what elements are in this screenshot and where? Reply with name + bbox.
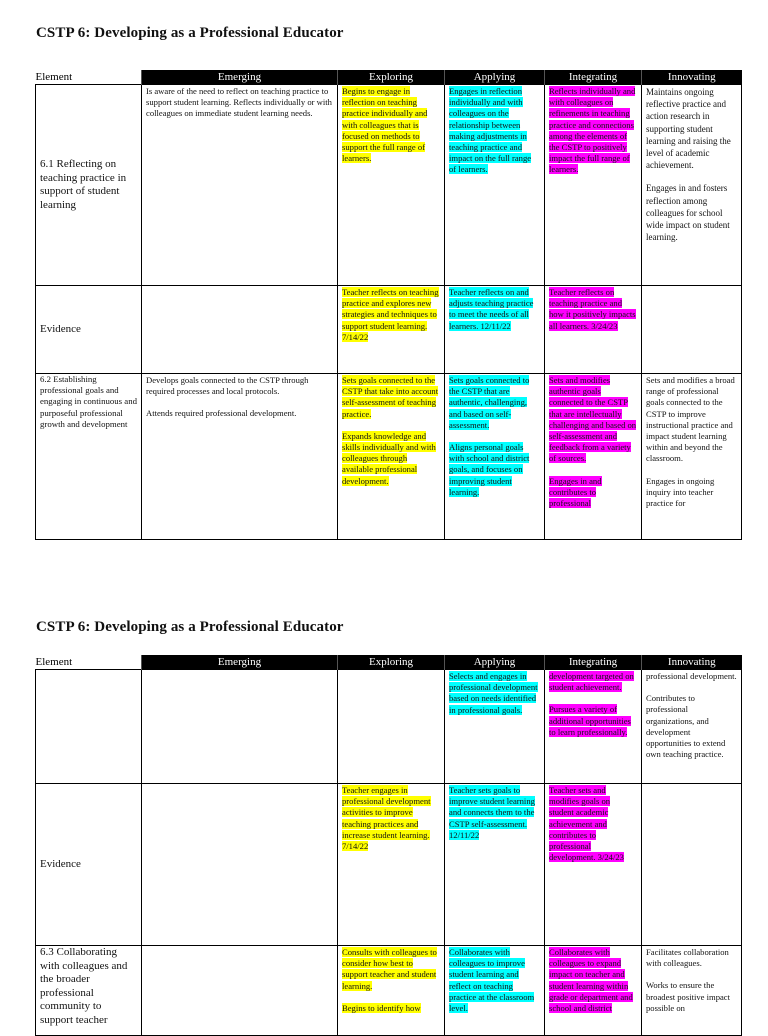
element-label: 6.1 Reflecting on teaching practice in support of student learning xyxy=(40,158,127,211)
integrating-cell xyxy=(545,946,642,1036)
header-applying: Applying xyxy=(445,655,545,670)
innovating-cell xyxy=(642,670,742,784)
element-label: 6.2 Establishing professional goals and engaging in continuous and purposeful professional growth and development xyxy=(40,374,137,429)
applying-cell xyxy=(445,286,545,374)
header-element: Element xyxy=(36,655,142,670)
emerging-cell xyxy=(142,946,338,1036)
integrating-cell xyxy=(545,374,642,540)
highlighted-text: Sets and modifies authentic goals connected to the CSTP that are intellectually challenging and based on self-assessment and feedback from a variety of sources. xyxy=(549,375,637,464)
element-6-3-cell xyxy=(36,946,142,1036)
emerging-cell xyxy=(142,784,338,946)
highlighted-text: Begins to identify how xyxy=(342,1002,421,1013)
exploring-cell xyxy=(338,286,445,374)
innovating-cell xyxy=(642,374,742,540)
page-title: CSTP 6: Developing as a Professional Educator xyxy=(36,25,344,41)
header-emerging: Emerging xyxy=(142,70,338,85)
emerging-cell xyxy=(142,670,338,784)
header-innovating: Innovating xyxy=(642,655,742,670)
cell-text: Sets and modifies a broad range of professional goals connected to the CSTP to improve instructional practice and impact student learning within and beyond the classroom. xyxy=(646,375,735,464)
highlighted-text: development targeted on student achievement. xyxy=(549,671,634,693)
table-row xyxy=(36,85,742,286)
rubric-table-1 xyxy=(35,70,742,540)
cell-text: Engages in ongoing inquiry into teacher practice for xyxy=(646,475,715,509)
header-exploring: Exploring xyxy=(338,70,445,85)
cell-text: Works to ensure the broadest positive impact possible on xyxy=(646,980,731,1013)
applying-cell xyxy=(445,85,545,286)
applying-cell xyxy=(445,374,545,540)
highlighted-text: Teacher sets goals to improve student learning and connects them to the CSTP self-assessment. 12/11/22 xyxy=(449,785,535,840)
cell-text: Develops goals connected to the CSTP through required processes and local protocols. xyxy=(146,375,309,397)
highlighted-text: Teacher sets and modifies goals on student academic achievement and contributes to professional development. 3/24/23 xyxy=(549,785,624,863)
integrating-cell xyxy=(545,784,642,946)
highlighted-text: Engages in and contributes to professional xyxy=(549,475,602,509)
header-exploring: Exploring xyxy=(338,655,445,670)
exploring-cell xyxy=(338,784,445,946)
table-row xyxy=(36,946,742,1036)
exploring-cell xyxy=(338,670,445,784)
integrating-cell xyxy=(545,286,642,374)
cell-text: Attends required professional development. xyxy=(146,408,297,419)
header-innovating: Innovating xyxy=(642,70,742,85)
element-label: Evidence xyxy=(40,857,81,870)
applying-cell xyxy=(445,946,545,1036)
element-label: Evidence xyxy=(40,322,81,335)
cell-text: professional development. xyxy=(646,671,737,681)
table-row xyxy=(36,286,742,374)
exploring-cell xyxy=(338,946,445,1036)
table-row xyxy=(36,670,742,784)
header-integrating: Integrating xyxy=(545,655,642,670)
highlighted-text: Aligns personal goals with school and district goals, and focuses on improving student learning. xyxy=(449,442,530,497)
rubric-table-2 xyxy=(35,655,742,1036)
highlighted-text: Consults with colleagues to consider how best to support teacher and student learning. xyxy=(342,947,437,991)
evidence-cell xyxy=(36,286,142,374)
emerging-cell xyxy=(142,374,338,540)
emerging-cell xyxy=(142,85,338,286)
header-integrating: Integrating xyxy=(545,70,642,85)
table-row xyxy=(36,784,742,946)
page-title: CSTP 6: Developing as a Professional Educator xyxy=(36,619,344,635)
element-cell xyxy=(36,670,142,784)
highlighted-text: Pursues a variety of additional opportunities to learn professionally. xyxy=(549,704,631,737)
highlighted-text: Engages in reflection individually and with colleagues on the relationship between making adjustments in teaching practice and impact on the full range of learners. xyxy=(449,86,532,175)
cell-text: Is aware of the need to reflect on teaching practice to support student learning. Reflects individually or with colleagues on immediate student learning needs. xyxy=(146,86,332,119)
evidence-cell xyxy=(36,784,142,946)
header-emerging: Emerging xyxy=(142,655,338,670)
highlighted-text: Teacher engages in professional development activities to improve teaching practices and increase student learning. 7/14/22 xyxy=(342,785,431,852)
highlighted-text: Teacher reflects on and adjusts teaching practice to meet the needs of all learners. 12/11/22 xyxy=(449,287,534,331)
applying-cell xyxy=(445,784,545,946)
innovating-cell xyxy=(642,85,742,286)
highlighted-text: Collaborates with colleagues to expand impact on teacher and student learning within grade or department and school and district xyxy=(549,947,633,1014)
table-row xyxy=(36,374,742,540)
highlighted-text: Reflects individually and with colleagues on refinements in teaching practice and connections among the elements of the CSTP to positively impact the full range of learners. xyxy=(549,86,636,175)
highlighted-text: Selects and engages in professional development based on needs identified in professional goals. xyxy=(449,671,538,715)
cell-text: Maintains ongoing reflective practice and action research in supporting student learning and raising the level of academic achievement. xyxy=(646,87,731,171)
cell-text: Facilitates collaboration with colleagues. xyxy=(646,947,729,969)
header-element: Element xyxy=(36,70,142,85)
innovating-cell xyxy=(642,286,742,374)
highlighted-text: Begins to engage in reflection on teaching practice individually and with colleagues that is focused on methods to support the full range of learners. xyxy=(342,86,428,164)
innovating-cell xyxy=(642,784,742,946)
highlighted-text: Sets goals connected to the CSTP that take into account self-assessment of teaching practice. xyxy=(342,375,439,419)
highlighted-text: Expands knowledge and skills individually and with colleagues through available professional development. xyxy=(342,430,436,486)
highlighted-text: Sets goals connected to the CSTP that are authentic, challenging, and based on self-assessment. xyxy=(449,375,530,430)
header-row xyxy=(36,655,742,670)
cell-text: Contributes to professional organizations, and development opportunities to extend own teaching practice. xyxy=(646,693,726,760)
integrating-cell xyxy=(545,85,642,286)
integrating-cell xyxy=(545,670,642,784)
emerging-cell xyxy=(142,286,338,374)
header-row xyxy=(36,70,742,85)
exploring-cell xyxy=(338,374,445,540)
applying-cell xyxy=(445,670,545,784)
innovating-cell xyxy=(642,946,742,1036)
header-applying: Applying xyxy=(445,70,545,85)
highlighted-text: Collaborates with colleagues to improve student learning and reflect on teaching practice at the classroom level. xyxy=(449,947,535,1014)
element-6-2-cell xyxy=(36,374,142,540)
cell-text: Engages in and fosters reflection among colleagues for school wide impact on student learning. xyxy=(646,183,730,243)
element-label: 6.3 Collaborating with colleagues and the broader professional community to support teacher xyxy=(40,946,128,1026)
exploring-cell xyxy=(338,85,445,286)
highlighted-text: Teacher reflects on teaching practice and how it positively impacts all learners. 3/24/23 xyxy=(549,287,636,331)
element-6-1-cell xyxy=(36,85,142,286)
highlighted-text: Teacher reflects on teaching practice and explores new strategies and techniques to support student learning. 7/14/22 xyxy=(342,287,439,342)
